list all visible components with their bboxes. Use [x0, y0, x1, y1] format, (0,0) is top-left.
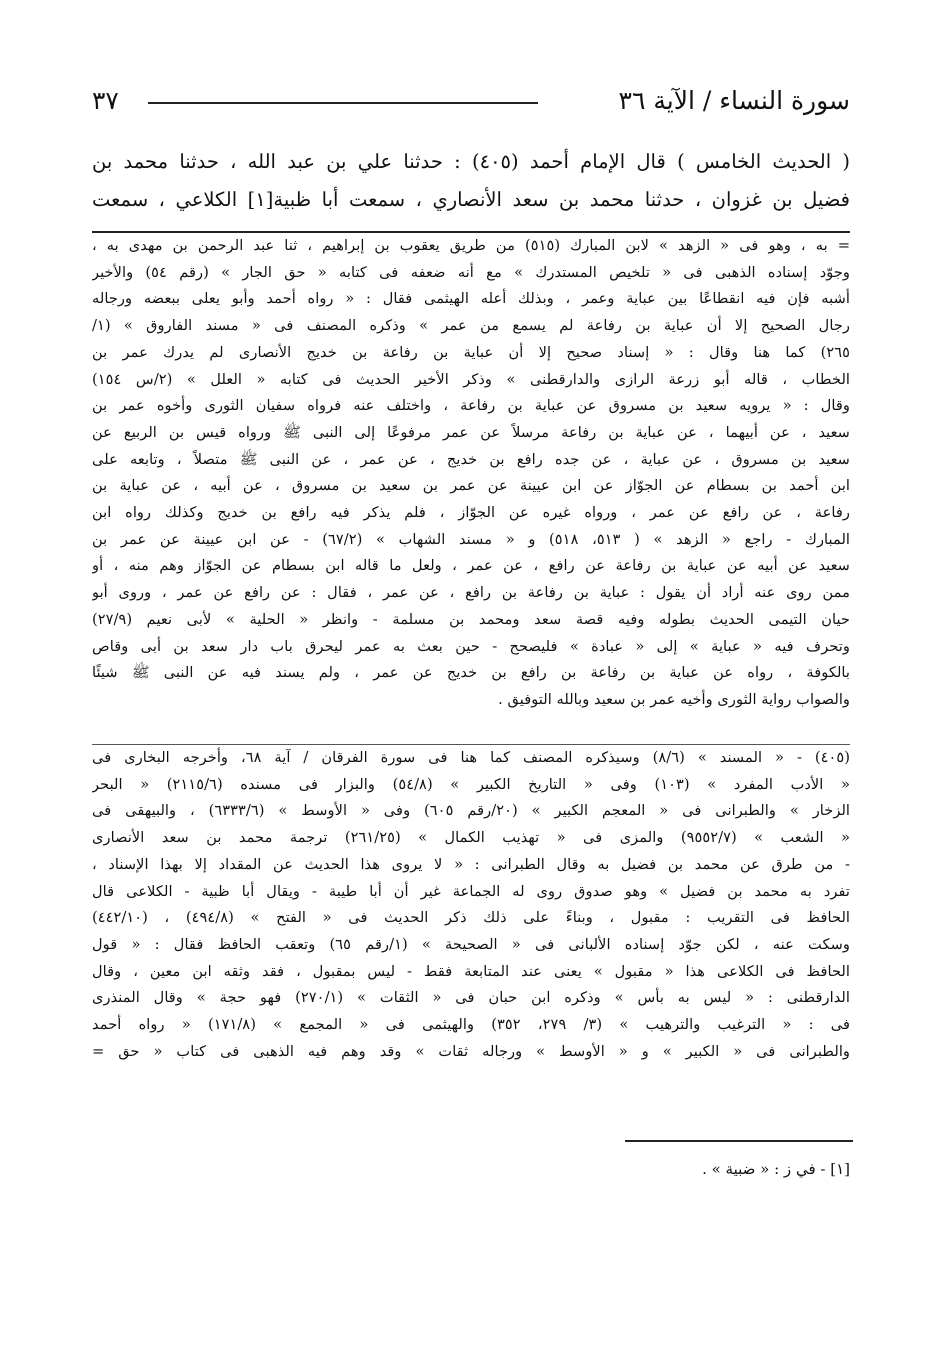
- main-line: فضيل بن غزوان ، حدثنا محمد بن سعد الأنصاري ، سمعت أبا ظبية[١] الكلاعي ، سمعت: [92, 188, 850, 211]
- footnote-line: وقال : « يرويه سعيد بن مسروق عن عباية بن رفاعة ، واختلف عنه فرواه سفيان الثورى وأخوه عمر بن: [92, 397, 850, 415]
- footnote-line: وتحرف فيه « عباية » إلى « عبادة » فليصحح - حين بعث به عمر ليحرق باب دار سعد بن أبى وقاص: [92, 637, 850, 655]
- footnote-line: وسكت عنه ، لكن جوّد إسناده الألبانى فى « الصحيحة » (١/رقم ٦٥) وتعقب الحافظ فقال : « قول: [92, 935, 850, 953]
- footnote-line: سعيد عن أبيه عن عباية بن رفاعة عن رافع ، عن عمر ، ولعل ما قاله ابن بسطام عن الجوّاز وهم منه ، أو: [92, 557, 850, 575]
- footnote-line: فى : « الترغيب والترهيب » (٣/ ٢٧٩، ٣٥٢) والهيثمى فى « المجمع » (١٧١/٨) « رواه أحمد: [92, 1016, 850, 1034]
- footnote-line: ممن روى عنه أراد أن يقول : عباية بن رفاعة بن رافع ، عن عمر ، فقال : عن رافع عن عمر ، وروى أبو: [92, 584, 850, 602]
- footnote-line: بالكوفة ، رواه عن عباية بن رفاعة بن رافع بن خديج عن عمر ، ولم يسند فيه عن النبى ﷺ شيئًا: [92, 664, 850, 682]
- footnote-line: = به ، وهو فى « الزهد » لابن المبارك (٥١٥) من طريق يعقوب بن إبراهيم ، ثنا عبد الرحمن بن مهدى به ،: [92, 231, 850, 260]
- page-number: ٣٧: [92, 86, 119, 115]
- notes-separator: [625, 1140, 853, 1142]
- footnote-line: رجال الصحيح إلا أن عباية بن رفاعة لم يسمع من عمر » وذكره المصنف فى « مسند الفاروق » (١/: [92, 317, 850, 335]
- footnote-line: (٤٠٥) - « المسند » (٨/٦) وسيذكره المصنف كما هنا فى سورة الفرقان / آية ٦٨، وأخرجه البخارى فى: [92, 744, 850, 772]
- footnote-line: تفرد به محمد بن فضيل » وهو صدوق روى له الجماعة غير أن أبا طيبة - ويقال أبا ظبية - الكلاعى قال: [92, 882, 850, 900]
- footnote-line: الخطاب ، قاله أبو زرعة الرازى والدارقطنى » وذكر الأخير الحديث فى كتابه « العلل » (٢/س ١٥٤): [92, 370, 850, 388]
- footnote-line: وجوّد إسناده الذهبى فى « تلخيص المستدرك » مع أنه ضعفه فى كتابه « حق الجار » (رقم ٥٤) والأخير: [92, 263, 850, 281]
- page-header: [92, 84, 850, 124]
- footnote-line: رفاعة ، عن رافع عن عمر ، ورواه غيره عن الجوّاز ، فلم يذكر فيه رافع بن خديج وكذلك رواه ابن: [92, 504, 850, 522]
- footnote-line: « الأدب المفرد » (١٠٣) وفى « التاريخ الكبير » (٥٤/٨) والبزار فى مسنده (٢١١٥/٦) « البحر: [92, 775, 850, 793]
- footnote-line: ٢٦٥) كما هنا وقال : « إسناد صحيح إلا أن عباية بن رفاعة بن خديج الأنصارى لم يدرك عمر بن: [92, 343, 850, 361]
- main-line: ( الحديث الخامس ) قال الإمام أحمد (٤٠٥) : حدثنا علي بن عبد الله ، حدثنا محمد بن: [92, 150, 851, 173]
- footnote-line: ابن أحمد بن بسطام عن الجوّاز عن ابن عيينة عن عمر بن سعيد بن مسروق ، عن أبيه ، عن عباية بن: [92, 477, 850, 495]
- footnote-continued: [92, 231, 850, 714]
- editor-note: [١] - في ز : « ضبية » .: [702, 1160, 850, 1178]
- footnote-line: أشبه فإن فيه انقطاعًا بين عباية وعمر ، وبذلك أعله الهيثمى فقال : « رواه أحمد وأبو يعلى ببعضه ورجاله: [92, 290, 850, 308]
- footnote-line: الزخار » والطبرانى فى « المعجم الكبير » (٢٠/رقم ٦٠٥) وفى « الأوسط » (٦٣٣٣/٦) ، والبيهقى فى: [92, 802, 850, 820]
- footnote-line: الحافظ فى التقريب : مقبول ، وبناءً على ذلك ذكر الحديث فى « الفتح » (٤٩٤/٨) ، (٤٤٢/١٠): [92, 909, 850, 927]
- footnote-line: - من طرق عن محمد بن فضيل به وقال الطبرانى : « لا يروى هذا الحديث عن المقداد إلا بهذا الإسناد ،: [92, 855, 850, 873]
- footnote-line: سعيد ، عن أبيهما ، عن عباية بن رفاعة مرسلاً عن عمر مرفوعًا إلى النبى ﷺ ورواه قيس بن الربيع عن: [92, 423, 850, 441]
- footnote-line: « الشعب » (٩٥٥٢/٧) والمزى فى « تهذيب الكمال » (٢٦١/٢٥) ترجمة محمد بن سعد الأنصارى: [92, 829, 850, 847]
- footnote-line: والطبرانى فى « الكبير » و « الأوسط » ورجاله ثقات » وقد وهم فيه الذهبى فى كتاب « حق =: [92, 1042, 850, 1060]
- footnote-line: المبارك - راجع « الزهد » ( ٥١٣، ٥١٨) و « مسند الشهاب » (٦٧/٢) - عن ابن عيينة عن عمر بن: [92, 530, 850, 548]
- running-title: سورة النساء / الآية ٣٦: [618, 86, 850, 115]
- footnote-line: حيان التيمى الحديث بطوله وفيه قصة سعد ومحمد بن مسلمة - وانظر « الحلية » لأبى نعيم (٢٧/٩): [92, 610, 850, 628]
- footnote-line: والصواب رواية الثورى وأخيه عمر بن سعيد وبالله التوفيق .: [498, 690, 850, 708]
- header-rule: [148, 102, 538, 104]
- footnote-line: الدارقطنى : « ليس به بأس » وذكره ابن حبان فى « الثقات » (٢٧٠/١) فهو حجة » وقال المنذرى: [92, 989, 850, 1007]
- main-text: [92, 143, 850, 219]
- footnote-405: [92, 744, 850, 1065]
- footnote-line: الحافظ فى الكلاعى هذا « مقبول » يعنى عند المتابعة فقط - ليس بمقبول ، فقد وثقه ابن معين ، وقال: [92, 962, 850, 980]
- footnote-line: سعيد بن مسروق ، عن عباية ، عن جده رافع بن خديج ، عن عمر ، عن النبى ﷺ متصلاً ، وتابعه على: [92, 450, 850, 468]
